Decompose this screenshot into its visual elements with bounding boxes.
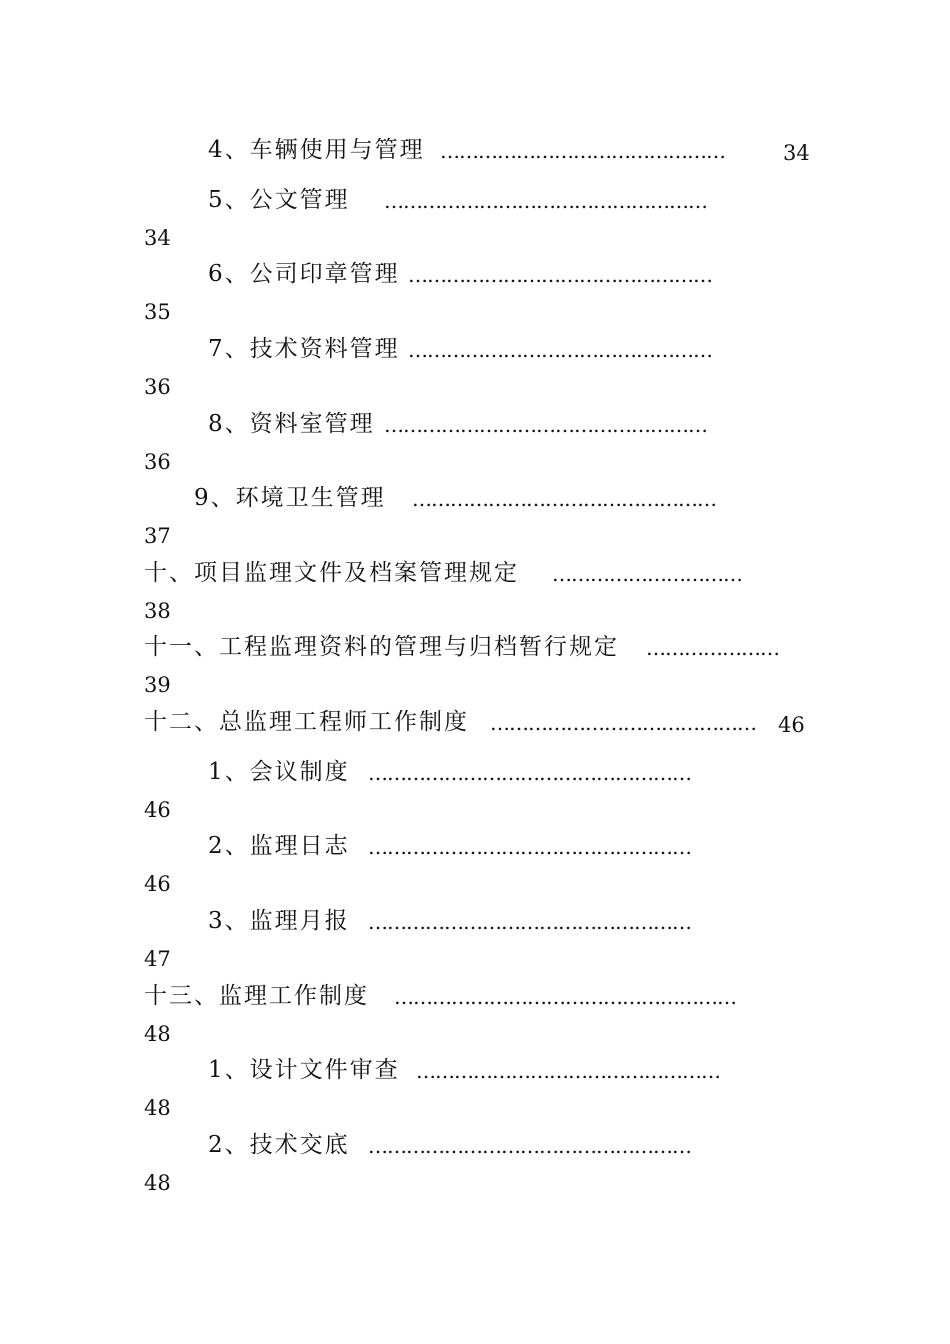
- toc-entry-page: 36: [144, 450, 171, 474]
- toc-entry-label: 3、监理月报: [208, 908, 350, 934]
- toc-entry-leader: …………………………………………: [408, 263, 712, 287]
- toc-entry-label: 5、公文管理: [208, 187, 350, 213]
- toc-entry-page: 34: [783, 141, 810, 165]
- toc-entry-label: 2、监理日志: [208, 833, 350, 859]
- toc-entry-page: 48: [144, 1022, 171, 1046]
- toc-entry-page: 38: [144, 599, 171, 623]
- toc-entry-page: 47: [144, 947, 171, 971]
- toc-entry-page: 46: [144, 798, 171, 822]
- toc-entry-label: 9、环境卫生管理: [194, 485, 386, 511]
- toc-entry-label: 十一、工程监理资料的管理与归档暂行规定: [144, 634, 619, 660]
- toc-entry-label: 十三、监理工作制度: [144, 983, 369, 1009]
- toc-entry-label: 4、车辆使用与管理: [208, 137, 425, 163]
- toc-entry-leader: ……………………………………………: [384, 413, 707, 437]
- toc-entry-label: 2、技术交底: [208, 1132, 350, 1158]
- toc-entry-page: 36: [144, 375, 171, 399]
- toc-entry-label: 6、公司印章管理: [208, 261, 400, 287]
- toc-entry-leader: ………………………………………: [440, 139, 725, 163]
- toc-entry-page: 48: [144, 1171, 171, 1195]
- toc-entry-leader: ……………………………………………: [368, 761, 691, 785]
- toc-entry-page: 46: [778, 713, 805, 737]
- toc-entry-leader: ……………………………………………: [384, 189, 707, 213]
- toc-entry-leader: ……………………………………………: [368, 910, 691, 934]
- toc-entry-page: 34: [144, 226, 171, 250]
- toc-entry-page: 35: [144, 300, 171, 324]
- toc-entry-leader: …………………: [646, 636, 779, 660]
- toc-entry-label: 7、技术资料管理: [208, 336, 400, 362]
- toc-entry-leader: ……………………………………………: [368, 835, 691, 859]
- toc-entry-label: 1、会议制度: [208, 759, 350, 785]
- toc-entry-label: 十二、总监理工程师工作制度: [144, 709, 469, 735]
- toc-entry-leader: …………………………………………: [412, 487, 716, 511]
- toc-entry-label: 8、资料室管理: [208, 411, 375, 437]
- toc-entry-page: 48: [144, 1096, 171, 1120]
- toc-entry-leader: …………………………………………: [408, 338, 712, 362]
- toc-entry-leader: …………………………: [552, 562, 742, 586]
- toc-entry-leader: ………………………………………………: [394, 985, 736, 1009]
- toc-entry-leader: ……………………………………………: [368, 1134, 691, 1158]
- toc-entry-leader: …………………………………………: [416, 1059, 720, 1083]
- toc-entry-label: 1、设计文件审查: [208, 1057, 400, 1083]
- toc-entry-page: 46: [144, 872, 171, 896]
- toc-entry-label: 十、项目监理文件及档案管理规定: [144, 560, 519, 586]
- toc-entry-page: 39: [144, 673, 171, 697]
- toc-entry-leader: ……………………………………: [490, 711, 756, 735]
- toc-entry-page: 37: [144, 524, 171, 548]
